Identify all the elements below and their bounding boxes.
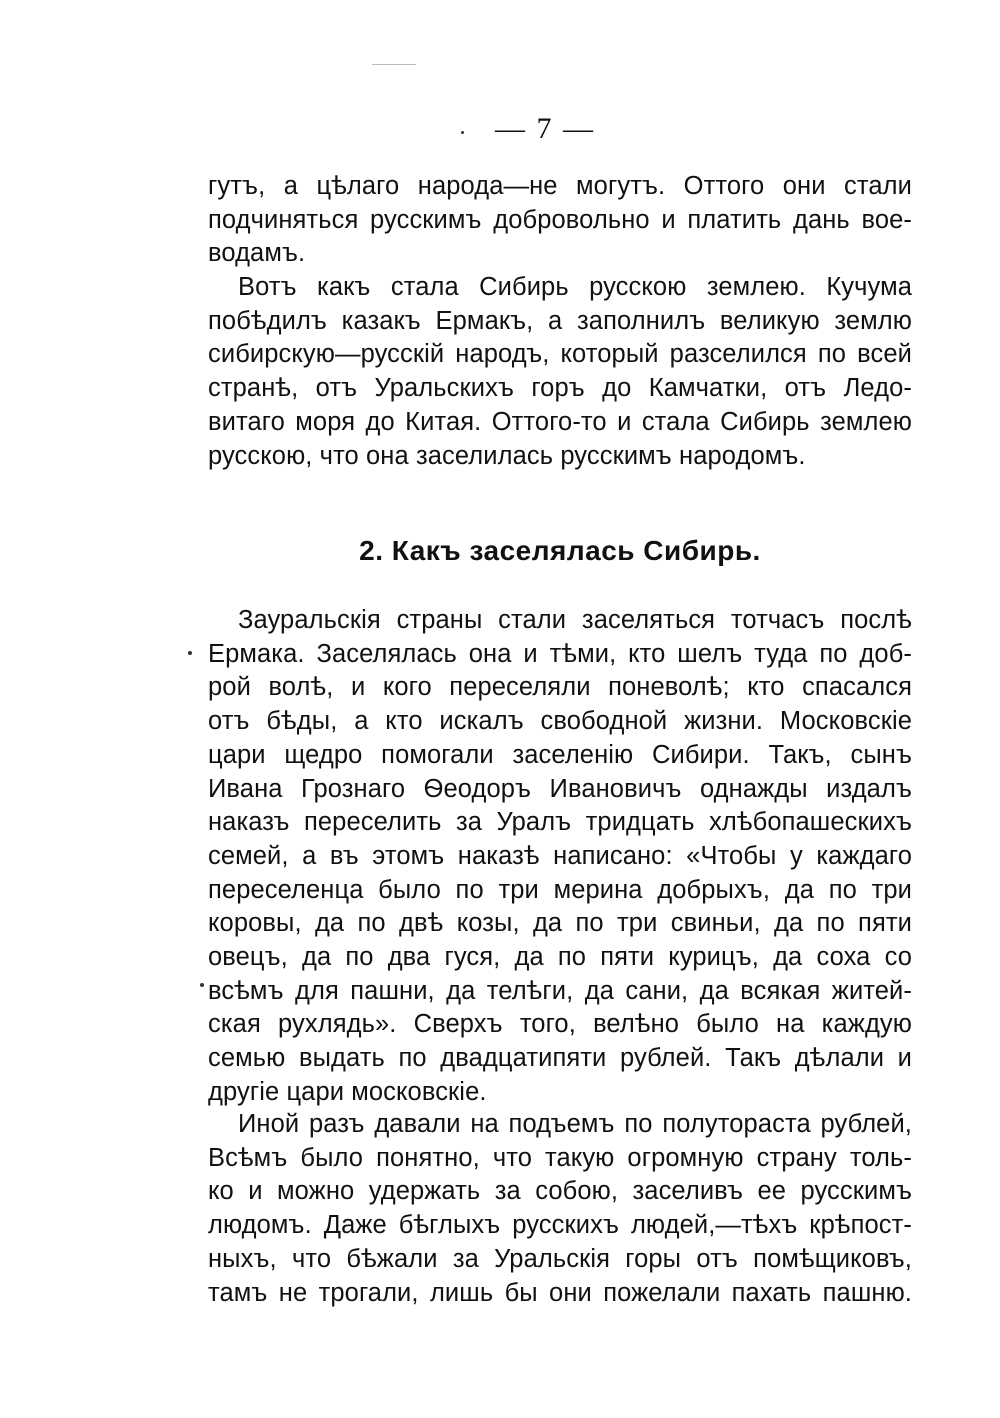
- text-line: тамъ не трогали, лишь бы они пожелали пахать пашню.: [208, 1278, 912, 1307]
- text-line: отъ бѣды, а кто искалъ свободной жизни. Московскіе: [208, 707, 912, 736]
- page-number: — 7 —: [495, 112, 595, 145]
- text-line: Иной разъ давали на подъемъ по полутораста рублей,: [238, 1110, 912, 1138]
- text-line: сибирскую—русскій народъ, который разселился по всей: [208, 340, 912, 369]
- paragraph: [208, 1108, 912, 1310]
- print-speck: [188, 651, 192, 655]
- text-line: овецъ, да по два гуся, да по пяти курицъ, да соха со: [208, 943, 912, 972]
- paragraph-continuation: [208, 170, 912, 271]
- text-line: наказъ переселить за Уралъ тридцать хлѣбопашескихъ: [208, 808, 912, 837]
- text-line: семью выдать по двадцатипяти рублей. Такъ дѣлали и: [208, 1044, 912, 1073]
- text-line: витаго моря до Китая. Оттого-то и стала Сибирь землею: [208, 407, 912, 436]
- text-line: Ермака. Заселялась она и тѣми, кто шелъ туда по доб-: [208, 639, 912, 668]
- text-line: переселенца было по три мерина добрыхъ, да по три: [208, 875, 912, 904]
- text-line: странѣ, отъ Уральскихъ горъ до Камчатки, отъ Ледо-: [208, 374, 912, 403]
- text-line: Зауральскія страны стали заселяться тотчасъ послѣ: [238, 606, 912, 634]
- text-line: Ивана Грознаго Ѳеодоръ Ивановичъ однажды издалъ: [208, 774, 912, 803]
- text-line: цари щедро помогали заселенію Сибири. Такъ, сынъ: [208, 740, 912, 769]
- text-line: побѣдилъ казакъ Ермакъ, а заполнилъ великую землю: [208, 306, 912, 335]
- text-line: ская рухлядь». Сверхъ того, велѣно было на каждую: [208, 1010, 912, 1039]
- text-line: ко и можно удержать за собою, заселивъ ее русскимъ: [208, 1177, 912, 1206]
- text-line: гутъ, а цѣлаго народа—не могутъ. Оттого они стали: [208, 172, 912, 200]
- text-line: Вотъ какъ стала Сибирь русскою землею. Кучума: [238, 273, 912, 301]
- text-line: рой волѣ, и кого переселяли поневолѣ; кто спасался: [208, 673, 912, 702]
- text-line: всѣмъ для пашни, да телѣги, да сани, да всякая житей-: [208, 976, 912, 1005]
- paragraph: [208, 271, 912, 473]
- text-line: другіе цари московскіе.: [208, 1077, 487, 1106]
- text-line: ныхъ, что бѣжали за Уральскія горы отъ помѣщиковъ,: [208, 1244, 912, 1273]
- text-line: семей, а въ этомъ наказѣ написано: «Чтобы у каждаго: [208, 841, 912, 870]
- text-line: русскою, что она заселилась русскимъ народомъ.: [208, 441, 806, 470]
- text-line: водамъ.: [208, 239, 306, 268]
- text-line: людомъ. Даже бѣглыхъ русскихъ людей,—тѣхъ крѣпост-: [208, 1211, 912, 1240]
- text-line: подчиняться русскимъ добровольно и платить дань вое-: [208, 205, 912, 234]
- text-line: коровы, да по двѣ козы, да по три свиньи, да по пяти: [208, 909, 912, 938]
- print-speck: [461, 131, 464, 134]
- text-line: Всѣмъ было понятно, что такую огромную страну толь-: [208, 1143, 912, 1172]
- section-heading: 2. Какъ заселялась Сибирь.: [359, 535, 761, 566]
- print-speck: [200, 983, 204, 987]
- top-rule: [372, 64, 416, 65]
- paragraph: [208, 604, 912, 1110]
